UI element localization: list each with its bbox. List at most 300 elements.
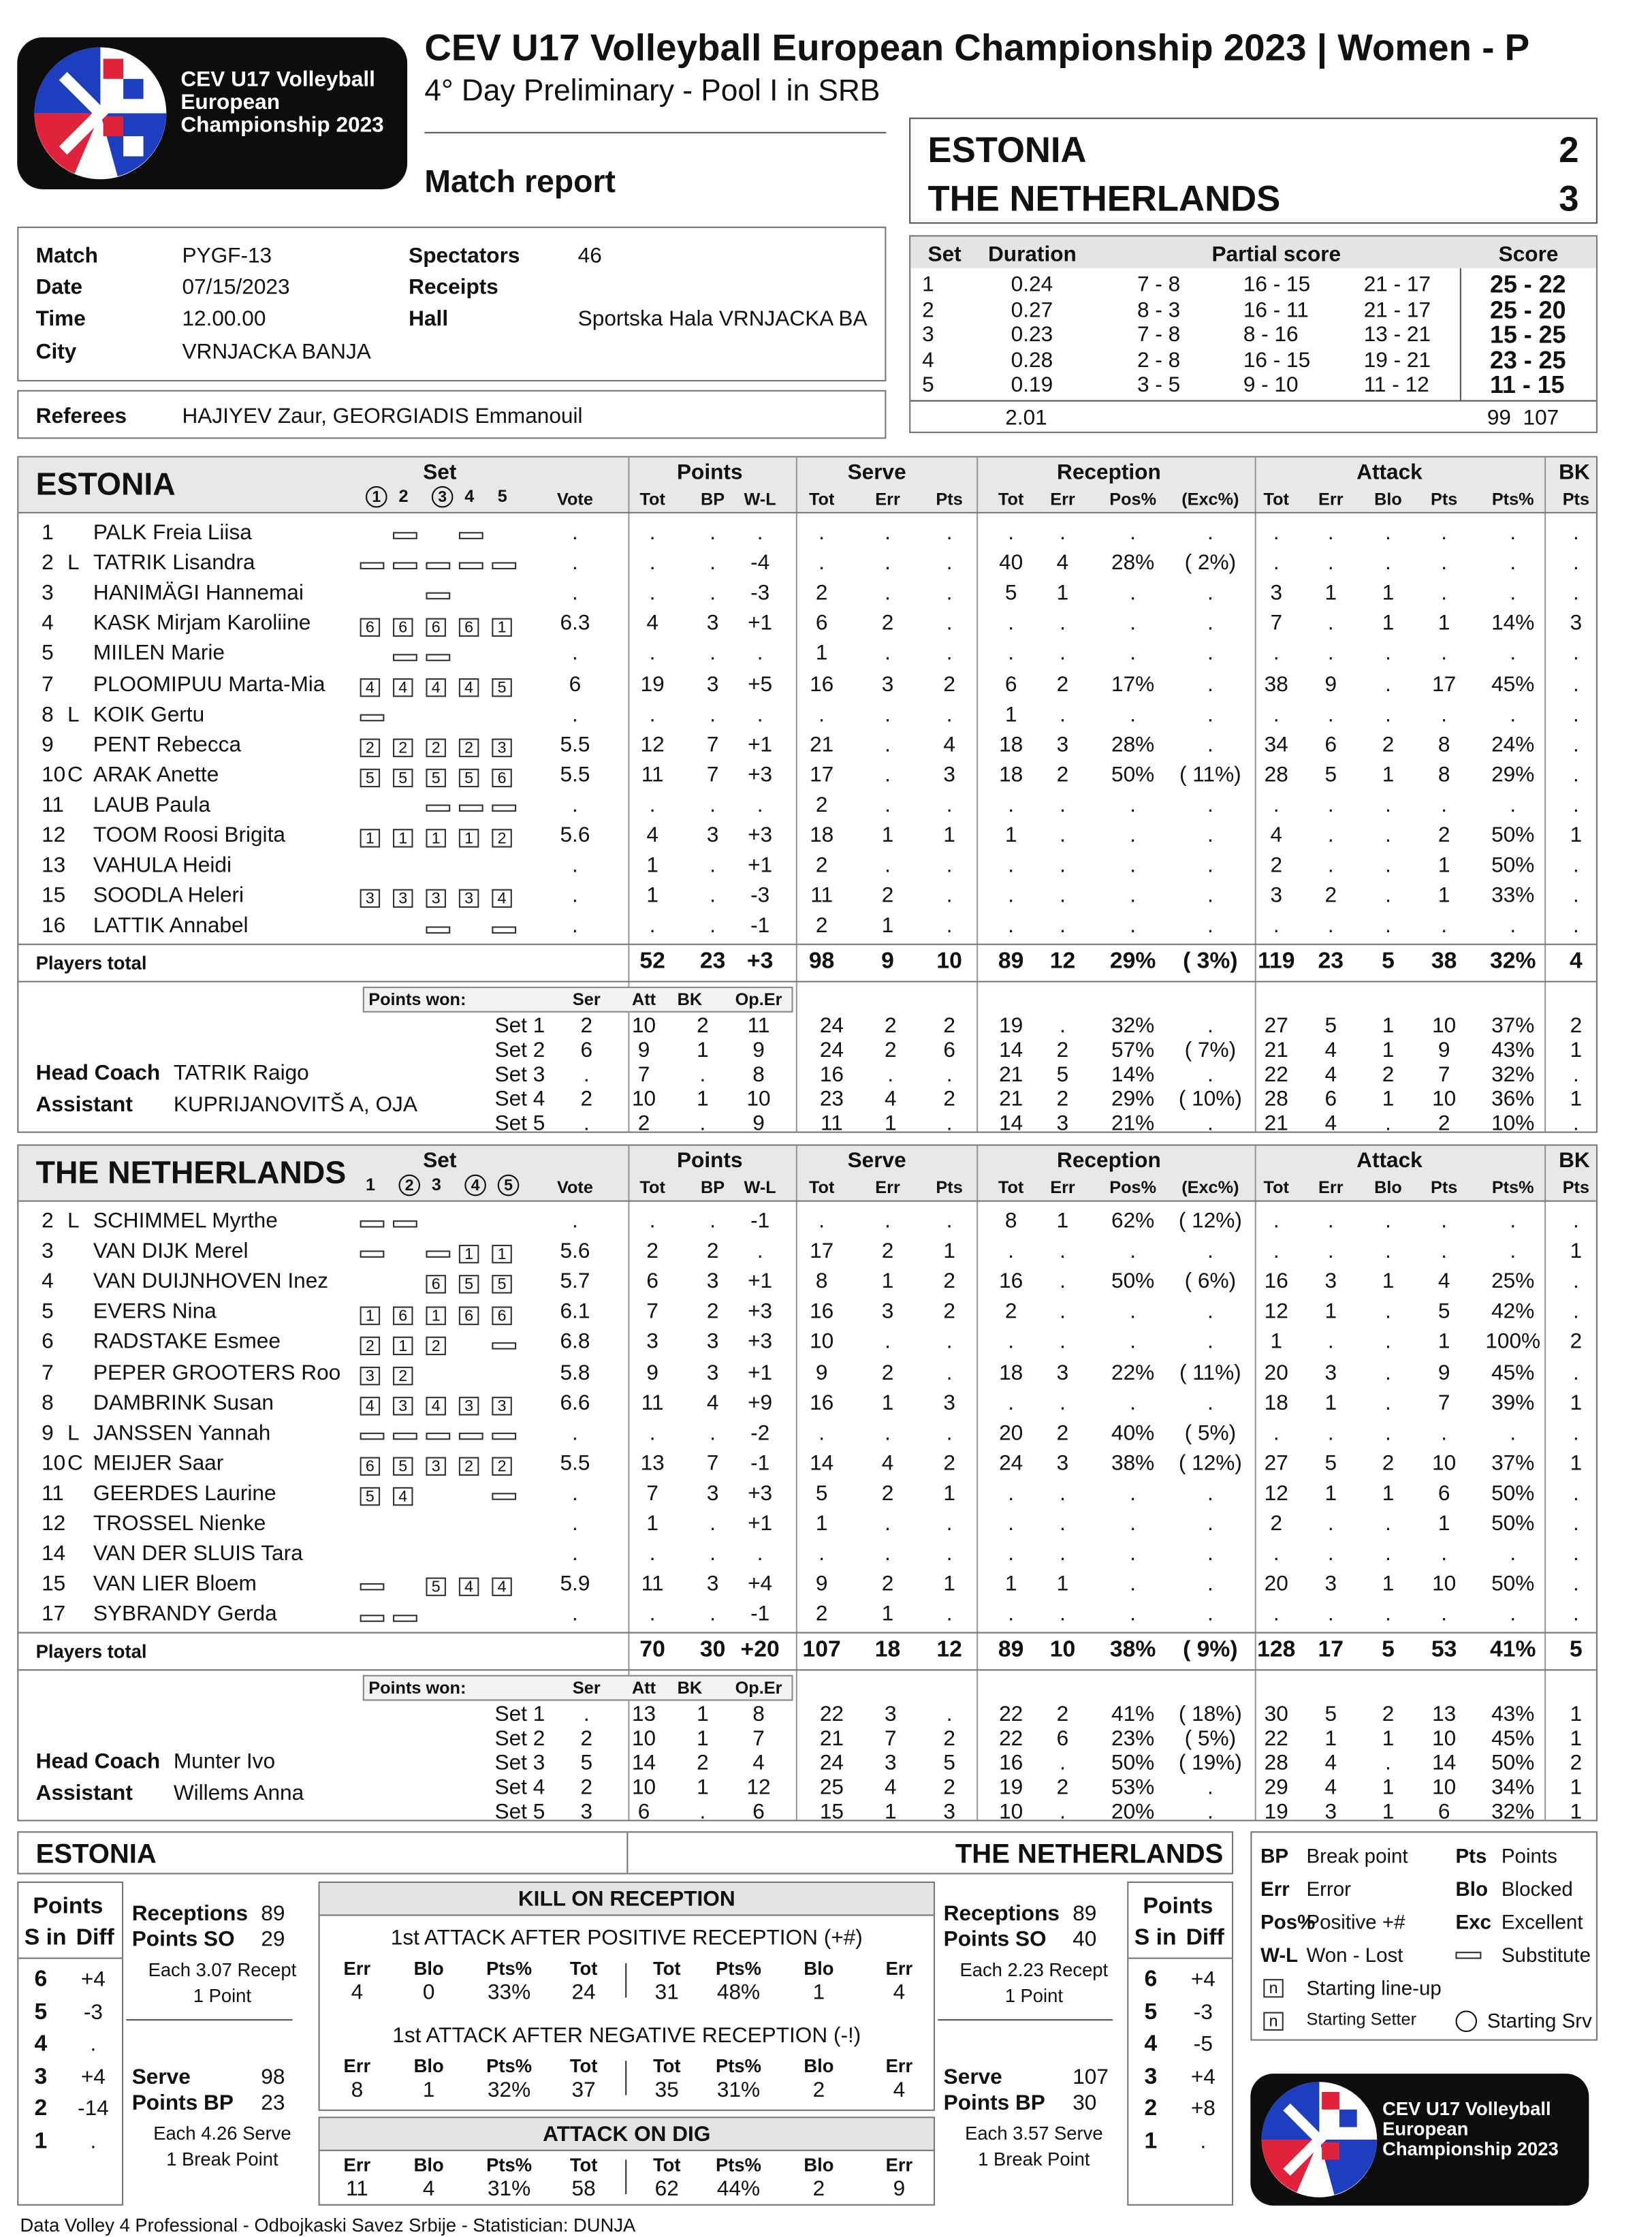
set-stat-cell: 24 — [819, 1751, 844, 1776]
total-cell: 29% — [1109, 949, 1156, 974]
set-stat-cell: 6 — [1324, 1088, 1337, 1112]
stat-cell: 17% — [1111, 671, 1155, 697]
set-slot — [360, 1333, 385, 1359]
right-serve-each: Each 3.57 Serve — [965, 2122, 1103, 2144]
stat-cell: 1 — [1004, 823, 1017, 848]
stat-cell: 2 — [1004, 1299, 1017, 1324]
stat-cell: . — [1572, 1511, 1579, 1536]
set-stat-cell: 14% — [1111, 1063, 1155, 1088]
stat-cell: 1 — [815, 1511, 828, 1536]
stat-cell: 12 — [1264, 1481, 1288, 1506]
stat-cell: 8 — [1437, 732, 1450, 757]
k-header: Pts% — [486, 2154, 533, 2176]
set-cell: 16 - 15 — [1243, 347, 1311, 372]
stat-cell: . — [710, 581, 716, 606]
estonia-player-row-role: C — [67, 762, 83, 787]
set-slot — [492, 1333, 520, 1359]
stat-cell: . — [1572, 1572, 1579, 1597]
stat-cell: 7 — [1270, 611, 1283, 636]
stat-cell: . — [1130, 1299, 1137, 1324]
starting-position: 1 — [426, 1306, 445, 1324]
stat-cell: . — [1273, 793, 1280, 818]
total-score: 99 107 — [1487, 405, 1559, 430]
starting-position: 2 — [426, 1336, 445, 1354]
set-stat-cell: 1 — [1570, 1800, 1583, 1825]
stat-cell: . — [1510, 641, 1516, 666]
estonia-player-row-number: 7 — [42, 671, 54, 697]
starting-position: 3 — [426, 1457, 445, 1476]
netherlands-coach: Munter Ivo — [173, 1750, 276, 1775]
total-cell: 98 — [808, 949, 835, 974]
left-serve-label: Serve — [131, 2065, 191, 2090]
set-stat-cell: . — [1207, 1063, 1213, 1088]
stat-cell: . — [572, 793, 578, 818]
set-stat-cell: 6 — [943, 1038, 955, 1064]
stat-cell: . — [946, 1329, 953, 1354]
set-slot — [426, 1393, 450, 1419]
set-stat-cell: 1 — [1570, 1727, 1583, 1752]
set-stat-cell: . — [1060, 1800, 1066, 1825]
starting-position: 3 — [360, 1366, 380, 1384]
stat-cell: . — [757, 1239, 763, 1264]
stat-cell: . — [1572, 1209, 1579, 1234]
set-cell: 3 — [922, 322, 934, 347]
neg-title: 1st ATTACK AFTER NEGATIVE RECEPTION (-!) — [392, 2023, 861, 2048]
set-slot — [426, 1303, 450, 1329]
k-header: Err — [885, 2154, 913, 2176]
estonia-team-name: ESTONIA — [35, 466, 176, 503]
substitute-icon — [360, 1614, 385, 1621]
stat-cell: 16 — [1264, 1269, 1288, 1294]
stat-cell: . — [946, 702, 953, 727]
set-stat-cell: . — [1207, 1014, 1213, 1039]
estonia-player-row-name: PALK Freia Liisa — [93, 520, 252, 545]
set-stat-cell: 32% — [1111, 1014, 1155, 1039]
stat-cell: . — [1207, 611, 1213, 636]
starting-position: 1 — [393, 1336, 413, 1354]
set-stat-cell: 4 — [1324, 1063, 1337, 1088]
stat-cell: . — [1327, 641, 1334, 666]
stat-cell: 8 — [1004, 1209, 1017, 1234]
stat-cell: 6 — [815, 611, 828, 636]
substitute-icon — [426, 593, 450, 601]
match-time: 12.00.00 — [182, 306, 266, 332]
stat-cell: . — [649, 641, 656, 666]
total-cell: 119 — [1258, 949, 1295, 974]
set-stat-cell: 1 — [1382, 1727, 1395, 1752]
set-slot — [360, 554, 389, 580]
k-header: Pts% — [486, 1957, 533, 1980]
stat-cell: . — [1572, 1542, 1579, 1566]
set-stat-cell: . — [583, 1063, 590, 1088]
match-date: 07/15/2023 — [182, 275, 290, 300]
set-cell: 16 - 11 — [1243, 297, 1309, 322]
legend-key: Blo — [1455, 1877, 1489, 1901]
substitute-icon — [492, 1493, 516, 1501]
set-stat-cell: 1 — [697, 1775, 709, 1800]
stat-cell: . — [885, 550, 891, 575]
subheader-pos: Pos% — [1109, 1177, 1157, 1198]
stat-cell: . — [1207, 520, 1213, 545]
set-slot — [492, 917, 520, 942]
stat-cell: 1 — [881, 823, 894, 848]
stat-cell: . — [1327, 1542, 1334, 1566]
stat-cell: . — [1441, 1421, 1448, 1446]
estonia-player-row-number: 8 — [42, 702, 54, 727]
report-label: Match report — [424, 163, 616, 200]
stat-cell: . — [710, 883, 716, 908]
stat-cell: 5.9 — [560, 1572, 590, 1597]
total-cell: 128 — [1257, 1638, 1296, 1663]
estonia-player-row-name: SOODLA Heleri — [93, 883, 244, 908]
stat-cell: 5.6 — [560, 1239, 590, 1264]
stat-cell: . — [757, 1542, 763, 1566]
set-stat-cell: ( 10%) — [1178, 1088, 1242, 1112]
stat-cell: 4 — [646, 611, 658, 636]
summary-teams-bar — [17, 1831, 1233, 1874]
s-in-number: 2 — [34, 2097, 48, 2122]
stat-cell: . — [885, 1511, 891, 1536]
set-slot — [393, 1211, 422, 1237]
stat-cell: 2 — [1056, 762, 1069, 787]
stat-cell: 18 — [999, 762, 1023, 787]
set-stat-cell: 9 — [752, 1038, 765, 1064]
set-stat-cell: 10 — [631, 1088, 656, 1112]
stat-cell: . — [1060, 853, 1066, 878]
stat-cell: 38% — [1111, 1450, 1155, 1476]
stat-cell: 18 — [1264, 1390, 1288, 1415]
set-row-label: Set 1 — [494, 1014, 545, 1039]
stat-cell: 2 — [943, 671, 955, 697]
set-stat-cell: . — [946, 1702, 953, 1728]
stat-cell: . — [1273, 1421, 1280, 1446]
stat-cell: . — [946, 1360, 953, 1385]
stat-cell: 3 — [706, 1329, 719, 1354]
total-cell: 5 — [1382, 1638, 1395, 1663]
total-cell: 4 — [1570, 949, 1583, 974]
total-cell: 38% — [1109, 1638, 1156, 1663]
set-slot — [459, 735, 483, 761]
stat-cell: . — [946, 1209, 953, 1234]
championship-logo — [17, 37, 407, 189]
subheader-err: Err — [875, 489, 900, 509]
stat-cell: . — [1572, 1269, 1579, 1294]
stat-cell: . — [1441, 914, 1448, 938]
stat-cell: -3 — [750, 581, 770, 606]
set-cell: 21 - 17 — [1363, 272, 1431, 297]
set-slot — [492, 554, 520, 580]
starting-position: 3 — [459, 1397, 479, 1415]
stat-cell: 3 — [1056, 1360, 1069, 1385]
stat-cell: . — [819, 1209, 825, 1234]
legend-desc: Excellent — [1501, 1910, 1583, 1933]
left-rec-each: Each 3.07 Recept — [148, 1958, 297, 1981]
starting-position: 1 — [492, 618, 511, 636]
stat-cell: +3 — [748, 762, 773, 787]
stat-cell: 20 — [1264, 1360, 1288, 1385]
set-stat-cell: 1 — [1382, 1014, 1395, 1039]
right-points-label: Points — [1143, 1894, 1213, 1919]
starting-position: 6 — [492, 1306, 511, 1324]
stat-cell: -2 — [750, 1421, 770, 1446]
netherlands-player-row-name: SYBRANDY Gerda — [93, 1602, 277, 1627]
set-slot — [393, 1363, 417, 1389]
stat-cell: 50% — [1111, 762, 1155, 787]
set-number-1 — [366, 486, 387, 508]
stat-cell: . — [757, 641, 763, 666]
stat-cell: 6.3 — [560, 611, 590, 636]
stat-cell: . — [1130, 1390, 1137, 1415]
subheader-tot: Tot — [998, 489, 1024, 509]
netherlands-player-row-number: 10 — [42, 1450, 66, 1476]
total-cell: 5 — [1382, 949, 1395, 974]
set-slot — [426, 887, 450, 913]
set-slot — [459, 1424, 488, 1450]
set-stat-cell: 2 — [1056, 1702, 1069, 1728]
set-stat-cell: 14 — [999, 1111, 1023, 1137]
set-score: 25 - 22 — [1490, 271, 1566, 299]
stat-cell: . — [572, 1481, 578, 1506]
set-slot — [426, 1424, 454, 1450]
stat-cell: . — [1572, 702, 1579, 727]
k-header: Pts% — [486, 2054, 533, 2077]
total-cell: 23 — [699, 949, 726, 974]
stat-cell: 1 — [1056, 1572, 1069, 1597]
stat-cell: 3 — [1270, 581, 1283, 606]
stat-cell: ( 5%) — [1184, 1421, 1237, 1446]
set-slot — [426, 644, 454, 670]
stat-cell: 50% — [1491, 823, 1535, 848]
stat-cell: . — [885, 762, 891, 787]
netherlands-table-frame — [17, 1145, 1598, 1825]
set-stat-cell: . — [1060, 1014, 1066, 1039]
set-slot — [360, 735, 385, 761]
stat-cell: . — [1207, 1299, 1213, 1324]
k-value: 4 — [893, 2078, 906, 2103]
estonia-player-row-number: 5 — [42, 641, 54, 666]
referees-box — [17, 390, 886, 439]
set-stat-cell: 3 — [580, 1800, 593, 1825]
k-header: Pts% — [716, 2054, 762, 2077]
legend-desc: Break point — [1306, 1844, 1408, 1867]
stat-cell: . — [1441, 1542, 1448, 1566]
set-stat-cell: . — [1207, 1111, 1213, 1137]
set-stat-cell: 3 — [1056, 1111, 1069, 1137]
legend-key: BP — [1260, 1844, 1289, 1867]
set-stat-cell: 53% — [1111, 1775, 1155, 1800]
stat-cell: . — [1273, 1209, 1280, 1234]
estonia-player-row-name: MIILEN Marie — [93, 641, 225, 666]
legend-key: Pos% — [1260, 1910, 1316, 1933]
stat-cell: . — [1510, 1421, 1516, 1446]
estonia-player-row-number: 11 — [42, 793, 64, 818]
stat-cell: 5 — [1437, 1299, 1450, 1324]
substitute-icon — [360, 562, 385, 570]
set-score: 23 - 25 — [1490, 346, 1566, 374]
stat-cell: . — [572, 853, 578, 878]
stat-cell: 2 — [881, 1572, 894, 1597]
stat-cell: 2 — [706, 1239, 719, 1264]
set-stat-cell: 10% — [1491, 1111, 1535, 1137]
stat-cell: 7 — [706, 732, 719, 757]
left-rec-value: 89 — [261, 1901, 285, 1926]
estonia-coach-label: Head Coach — [35, 1062, 161, 1086]
right-rec-each: Each 2.23 Recept — [959, 1958, 1109, 1981]
set-stat-cell: . — [583, 1111, 590, 1137]
s-in-diff: +4 — [80, 1967, 106, 1993]
k-value: 8 — [351, 2078, 364, 2103]
set-slot — [459, 1393, 483, 1419]
stat-cell: 39% — [1491, 1390, 1535, 1415]
pos-title: 1st ATTACK AFTER POSITIVE RECEPTION (+#) — [390, 1926, 863, 1951]
stat-cell: 1 — [881, 914, 894, 938]
set-stat-cell: 5 — [943, 1751, 955, 1776]
stat-cell: . — [1060, 1390, 1066, 1415]
set-cell: 19 - 21 — [1363, 347, 1431, 372]
stat-cell: 6 — [1437, 1481, 1450, 1506]
total-cell: 17 — [1318, 1638, 1344, 1663]
set-slot — [459, 826, 483, 852]
set-stat-cell: 1 — [697, 1038, 709, 1064]
subheader-exc: (Exc%) — [1181, 1177, 1239, 1198]
stat-cell: . — [1327, 823, 1334, 848]
netherlands-player-row-name: TROSSEL Nienke — [93, 1511, 266, 1536]
subheader-pts: Pts — [1562, 1177, 1590, 1198]
stat-cell: 1 — [1437, 853, 1450, 878]
stat-cell: . — [1130, 1602, 1137, 1627]
stat-cell: 38 — [1264, 671, 1288, 697]
stat-cell: 9 — [815, 1572, 828, 1597]
stat-cell: . — [710, 793, 716, 818]
substitute-icon — [426, 562, 450, 570]
estonia-player-row-name: PENT Rebecca — [93, 732, 242, 757]
set-stat-cell: ( 5%) — [1184, 1727, 1237, 1752]
s-in-diff: -5 — [1193, 2032, 1213, 2057]
set-stat-cell: 41% — [1111, 1702, 1155, 1728]
set-stat-cell: 7 — [884, 1727, 897, 1752]
stat-cell: . — [649, 914, 656, 938]
stat-cell: . — [710, 853, 716, 878]
substitute-icon — [393, 1221, 417, 1228]
header-serve: Serve — [847, 460, 906, 485]
set-stat-cell: 2 — [943, 1727, 955, 1752]
stat-cell: 50% — [1111, 1269, 1155, 1294]
stat-cell: 2 — [815, 793, 828, 818]
header-divider — [18, 1201, 1595, 1202]
s-in-diff: -14 — [78, 2097, 109, 2122]
set-stat-cell: 50% — [1491, 1751, 1535, 1776]
stat-cell: . — [1385, 641, 1391, 666]
set-slot — [393, 614, 417, 640]
stat-cell: 3 — [881, 1299, 894, 1324]
set-stat-cell: 4 — [1324, 1111, 1337, 1137]
set-stat-cell: 32% — [1491, 1800, 1535, 1825]
stat-cell: 34 — [1264, 732, 1288, 757]
legend-desc: Positive +# — [1306, 1910, 1405, 1933]
stat-cell: 11 — [641, 1572, 664, 1597]
netherlands-player-row-number: 4 — [42, 1269, 54, 1294]
stat-cell: 2 — [881, 1239, 894, 1264]
stat-cell: . — [1441, 520, 1448, 545]
set-stat-cell: 28 — [1264, 1751, 1288, 1776]
starting-position: 4 — [393, 678, 413, 697]
stat-cell: . — [1130, 641, 1137, 666]
starting-position: 6 — [393, 1306, 413, 1324]
starting-position: 4 — [360, 678, 380, 697]
stat-cell: 3 — [706, 1481, 719, 1506]
set-row-label: Set 1 — [494, 1702, 545, 1728]
stat-cell: 50% — [1491, 1481, 1535, 1506]
set-stat-cell: 7 — [637, 1063, 650, 1088]
stat-cell: . — [819, 1542, 825, 1566]
stat-cell: . — [946, 520, 953, 545]
k-value: 37 — [571, 2078, 596, 2103]
set-slot — [393, 765, 417, 791]
k-header: Pts% — [716, 1957, 762, 1980]
set-stat-cell: 36% — [1491, 1088, 1535, 1112]
stat-cell: . — [1008, 1481, 1015, 1506]
netherlands-player-row-name: VAN LIER Bloem — [93, 1572, 257, 1597]
set-stat-cell: 2 — [637, 1111, 650, 1137]
stat-cell: 6 — [1324, 732, 1337, 757]
header-points: Points — [676, 460, 743, 485]
total-cell: 32% — [1489, 949, 1536, 974]
substitute-icon — [426, 805, 450, 812]
s-in-diff: . — [90, 2032, 97, 2057]
stat-cell: 8 — [815, 1269, 828, 1294]
stat-cell: 4 — [943, 732, 955, 757]
totals-divider — [18, 945, 1595, 946]
set-number-5 — [498, 1175, 520, 1196]
summary-team-a: ESTONIA — [35, 1839, 157, 1871]
set-stat-cell: 16 — [819, 1063, 844, 1088]
set-stat-cell: 19 — [999, 1775, 1023, 1800]
starting-position: 6 — [393, 618, 413, 636]
k-header: Err — [885, 2054, 913, 2077]
set-slot — [492, 826, 516, 852]
total-cell: 53 — [1431, 1638, 1457, 1663]
stat-cell: . — [1572, 520, 1579, 545]
substitute-icon — [1455, 1952, 1481, 1959]
stat-cell: 16 — [810, 1390, 834, 1415]
subheader-pts: Pts — [936, 1177, 963, 1198]
starting-position: 5 — [393, 769, 413, 787]
total-cell: 52 — [639, 949, 665, 974]
set-row-label: Set 2 — [494, 1727, 545, 1752]
set-stat-cell: 3 — [1324, 1800, 1337, 1825]
stat-cell: . — [819, 702, 825, 727]
set-stat-cell: 21 — [999, 1088, 1023, 1112]
stat-cell: . — [885, 1542, 891, 1566]
set-cell: 7 - 8 — [1137, 272, 1181, 297]
stat-cell: 17 — [810, 1239, 834, 1264]
stat-cell: -1 — [750, 1602, 770, 1627]
stat-cell: . — [1572, 641, 1579, 666]
set-number-5 — [498, 486, 507, 506]
netherlands-player-row-name: VAN DIJK Merel — [93, 1239, 249, 1264]
starting-position: 5 — [459, 769, 479, 787]
stat-cell: . — [1130, 520, 1137, 545]
set-cell: 11 - 12 — [1363, 372, 1429, 398]
stat-cell: 29% — [1491, 762, 1535, 787]
set-stat-cell: 4 — [1324, 1038, 1337, 1064]
s-in-diff: -3 — [1193, 1999, 1213, 2025]
k-header: Blo — [804, 2154, 834, 2176]
stat-cell: . — [1385, 1239, 1391, 1264]
set-slot — [426, 1575, 450, 1601]
set-number-label: 4 — [464, 486, 475, 507]
set-stat-cell: 1 — [884, 1111, 897, 1137]
